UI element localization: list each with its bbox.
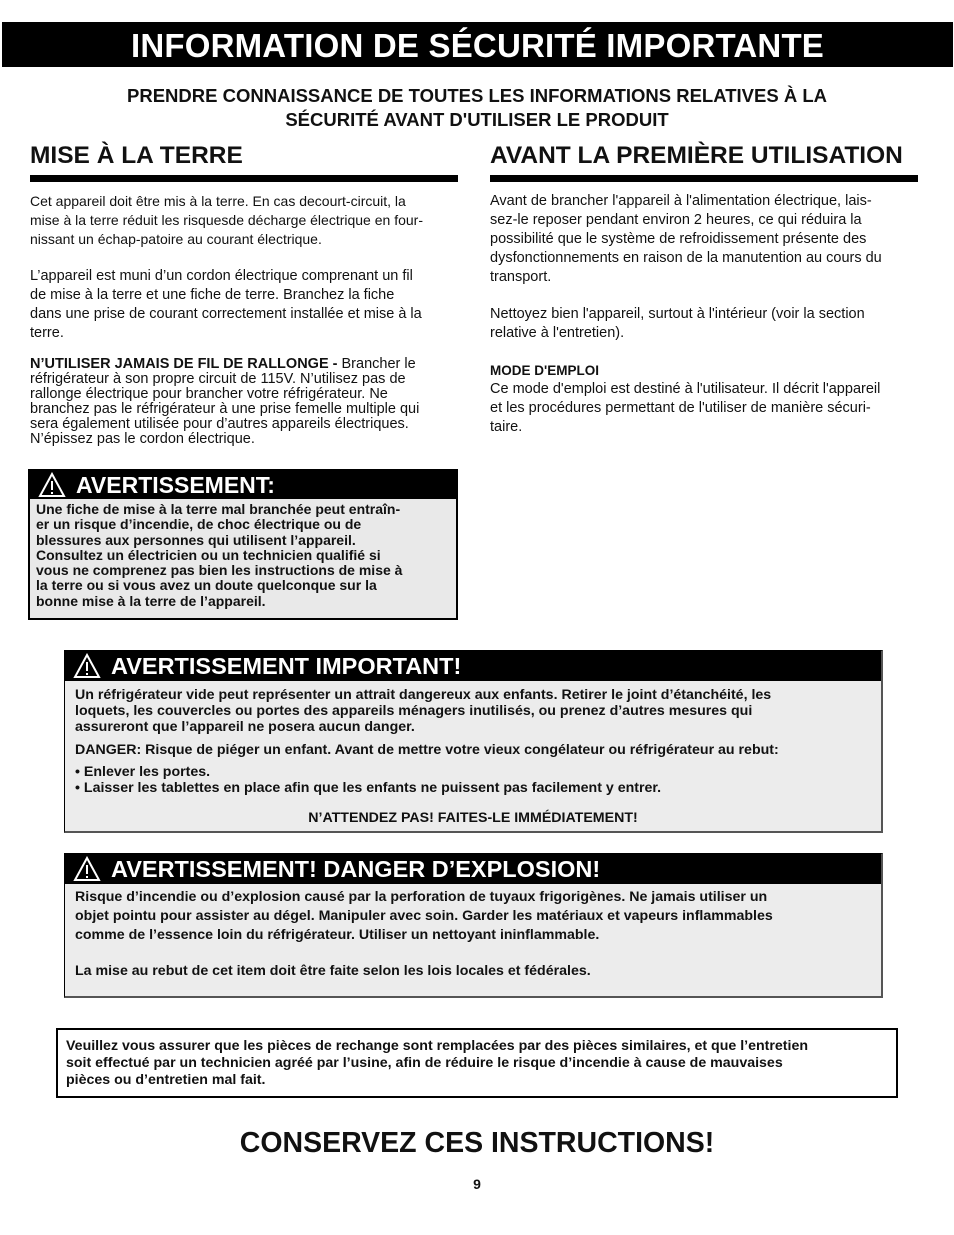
text-line: sera également utilisée pour d’autres appareils électriques. bbox=[30, 416, 409, 432]
subtitle-line: SÉCURITÉ AVANT D'UTILISER LE PRODUIT bbox=[285, 109, 669, 130]
first-use-heading: AVANT LA PREMIÈRE UTILISATION bbox=[490, 141, 918, 182]
page-title: INFORMATION DE SÉCURITÉ IMPORTANTE bbox=[2, 22, 953, 67]
text-line: loquets, les couvercles ou portes des appareils ménagers inutilisés, ou prenez d’autres mesures qui bbox=[75, 703, 753, 719]
text-line: Une fiche de mise à la terre mal branchée peut entraîn- bbox=[36, 501, 401, 517]
text-line: Veuillez vous assurer que les pièces de rechange sont remplacées par des pièces similaires, et que l’entretien bbox=[66, 1038, 809, 1054]
important-warning-title: AVERTISSEMENT IMPORTANT! bbox=[111, 652, 462, 679]
text-line: pièces ou d’entretien mal fait. bbox=[66, 1072, 266, 1088]
text-line: bonne mise à la terre de l’appareil. bbox=[36, 592, 266, 609]
text-line: blessures aux personnes qui utilisent l’appareil. bbox=[36, 531, 356, 548]
text-line: Ce mode d'emploi est destiné à l'utilisateur. Il décrit l'appareil bbox=[490, 381, 881, 397]
grounding-warning-header bbox=[30, 471, 456, 499]
text-line: dans une prise de courant correctement installée et mise à la bbox=[30, 306, 422, 322]
important-warning-footer: N’ATTENDEZ PAS! FAITES-LE IMMÉDIATEMENT! bbox=[308, 810, 638, 826]
text-line: soit effectué par un technicien agréé par l’usine, afin de réduire le risque d’incendie à cause de mauvaises bbox=[66, 1055, 783, 1071]
text-line: terre. bbox=[30, 325, 64, 341]
grounding-warning-text bbox=[30, 499, 456, 609]
text-line: et les procédures permettant de l'utiliser de manière sécuri- bbox=[490, 400, 871, 416]
text-line: La mise au rebut de cet item doit être faite selon les lois locales et fédérales. bbox=[75, 963, 591, 979]
important-warning-header bbox=[65, 651, 881, 681]
text-line: objet pointu pour assister au dégel. Manipuler avec soin. Garder les matériaux et vapeurs inflammables bbox=[75, 908, 773, 924]
text-line: de mise à la terre et une fiche de terre. Branchez la fiche bbox=[30, 287, 395, 303]
text-line: nissant un échap-patoire au courant électrique. bbox=[30, 231, 322, 247]
text-line: Nettoyez bien l'appareil, surtout à l'intérieur (voir la section bbox=[490, 306, 865, 322]
text-line: assureront que l’appareil ne posera aucun danger. bbox=[75, 719, 415, 735]
text-line: Cet appareil doit être mis à la terre. En cas decourt-circuit, la bbox=[30, 193, 406, 209]
text-line: Consultez un électricien ou un technicien qualifié si bbox=[36, 546, 381, 563]
first-use-section bbox=[490, 141, 918, 437]
text-line: réfrigérateur à son propre circuit de 115V. N’utilisez pas de bbox=[30, 371, 406, 387]
text-line: Brancher le bbox=[341, 356, 416, 372]
text-line: sez-le reposer pendant environ 2 heures, ce qui réduira la bbox=[490, 212, 862, 228]
text-line: mise à la terre réduit les risquesde décharge électrique en four- bbox=[30, 212, 423, 228]
extension-cord-warning bbox=[30, 357, 458, 447]
grounding-heading: MISE À LA TERRE bbox=[30, 141, 458, 182]
text-line: transport. bbox=[490, 269, 552, 285]
page-number: 9 bbox=[473, 1176, 481, 1192]
warning-triangle-icon bbox=[73, 856, 101, 882]
text-line: dysfonctionnements en raison de la manutention au cours du bbox=[490, 250, 882, 266]
explosion-warning-box bbox=[64, 853, 883, 998]
mode-heading: MODE D'EMPLOI bbox=[490, 363, 599, 378]
explosion-warning-title: AVERTISSEMENT! DANGER D’EXPLOSION! bbox=[111, 855, 601, 882]
text-line: Un réfrigérateur vide peut représenter un attrait dangereux aux enfants. Retirer le joint d’étanchéité, les bbox=[75, 687, 772, 703]
important-warning-box bbox=[64, 650, 883, 833]
keep-instructions-heading: CONSERVEZ CES INSTRUCTIONS! bbox=[239, 1127, 715, 1159]
grounding-warning-box bbox=[28, 469, 458, 620]
grounding-warning-title: AVERTISSEMENT: bbox=[76, 471, 275, 498]
text-line: relative à l'entretien). bbox=[490, 325, 625, 341]
text-line: rallonge électrique pour brancher votre réfrigérateur. Ne bbox=[30, 386, 388, 402]
text-line: Risque d’incendie ou d’explosion causé par la perforation de tuyaux frigorigènes. Ne jamais utiliser un bbox=[75, 889, 768, 905]
important-warning-text bbox=[65, 681, 881, 826]
page-subtitle bbox=[60, 84, 894, 132]
explosion-warning-header bbox=[65, 854, 881, 884]
bullet-item: • Laisser les tablettes en place afin que les enfants ne puissent pas facilement y entrer. bbox=[75, 780, 662, 796]
text-line: comme de l’essence loin du réfrigérateur. Utiliser un nettoyant ininflammable. bbox=[75, 927, 600, 943]
warning-triangle-icon bbox=[73, 653, 101, 679]
text-line: possibilité que le système de refroidissement présente des bbox=[490, 231, 867, 247]
danger-line: DANGER: Risque de piéger un enfant. Avant de mettre votre vieux congélateur ou réfrigérateur au rebut: bbox=[75, 742, 779, 758]
grounding-text bbox=[30, 192, 458, 447]
replacement-parts-note bbox=[56, 1028, 898, 1098]
text-line: taire. bbox=[490, 419, 523, 435]
text-line: la terre ou si vous avez un doute quelconque sur la bbox=[36, 577, 377, 594]
warning-triangle-icon bbox=[38, 472, 66, 498]
text-line: er un risque d’incendie, de choc électrique ou de bbox=[36, 516, 362, 533]
text-line: Avant de brancher l'appareil à l'alimentation électrique, lais- bbox=[490, 193, 872, 209]
text-line: vous ne comprenez pas bien les instructions de mise à bbox=[36, 562, 403, 579]
grounding-section bbox=[30, 141, 458, 447]
text-line: L’appareil est muni d’un cordon électrique comprenant un fil bbox=[30, 268, 413, 284]
bullet-item: • Enlever les portes. bbox=[75, 764, 211, 780]
text-line: branchez pas le réfrigérateur à une prise femelle multiple qui bbox=[30, 401, 420, 417]
first-use-text bbox=[490, 192, 918, 437]
extension-cord-bold: N’UTILISER JAMAIS DE FIL DE RALLONGE - bbox=[30, 356, 342, 372]
explosion-warning-text bbox=[65, 884, 881, 981]
text-line: N’épissez pas le cordon électrique. bbox=[30, 431, 255, 447]
subtitle-line: PRENDRE CONNAISSANCE DE TOUTES LES INFORMATIONS RELATIVES À LA bbox=[127, 85, 827, 106]
